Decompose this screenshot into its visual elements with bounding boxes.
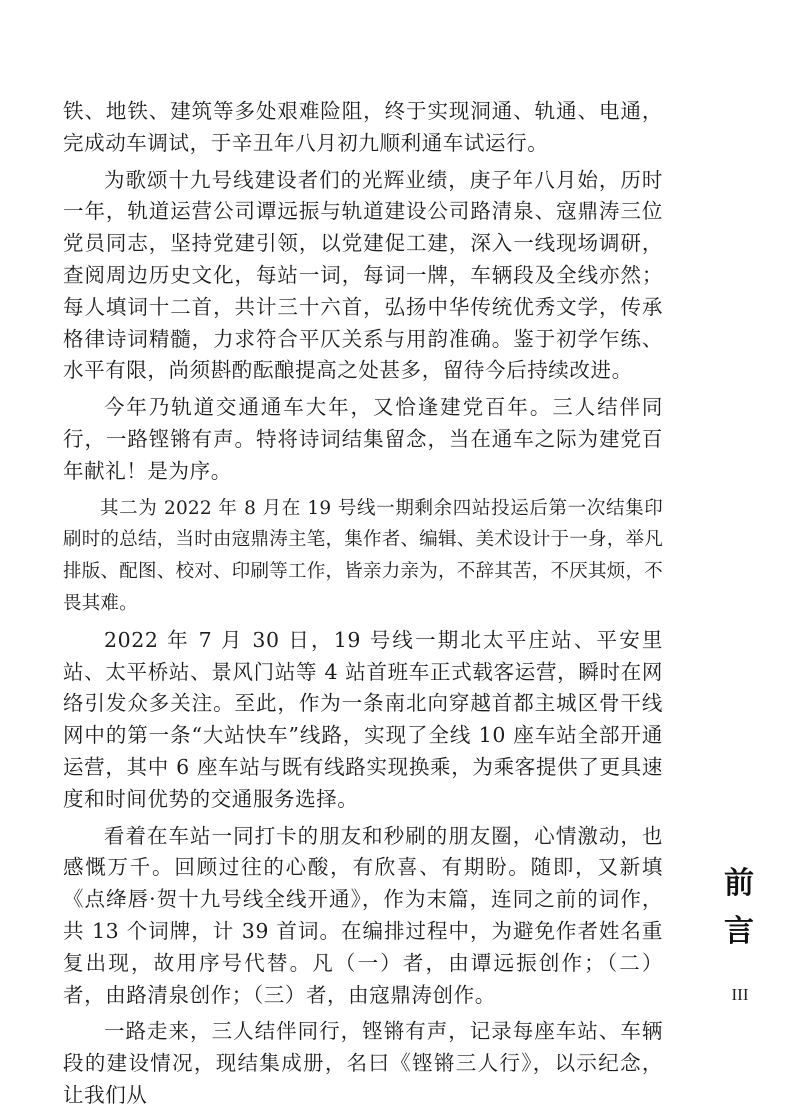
paragraph-anniversary: 今年乃轨道交通通车大年，又恰逢建党百年。三人结伴同行，一路铿锵有声。特将诗词结集留念，当在通车之际为建党百年献礼！是为序。 — [63, 395, 663, 483]
page-number: III — [731, 985, 749, 1004]
paragraph-closing: 一路走来，三人结伴同行，铿锵有声，记录每座车站、车辆段的建设情况，现结集成册，名曰《铿锵三人行》，以示纪念，让我们从 — [63, 1019, 663, 1107]
paragraph-continuation: 铁、地铁、建筑等多处艰难险阻，终于实现洞通、轨通、电通，完成动车调试，于辛丑年八月初九顺利通车试运行。 — [63, 99, 663, 155]
section-title-preface — [714, 860, 764, 956]
paragraph-tribute: 为歌颂十九号线建设者们的光辉业绩，庚子年八月始，历时一年，轨道运营公司谭远振与轨道建设公司路清泉、寇鼎涛三位党员同志，坚持党建引领，以党建促工建，深入一线现场调研，查阅周边历史文化，每站一词，每词一牌，车辆段及全线亦然；每人填词十二首，共计三十六首，弘扬中华传统优秀文学，传承格律诗词精髓，力求符合平仄关系与用韵准确。鉴于初学乍练、水平有限，尚须斟酌酝酿提高之处甚多，留待今后持续改进。 — [63, 167, 663, 383]
paragraph-second-summary: 其二为 2022 年 8 月在 19 号线一期剩余四站投运后第一次结集印刷时的总结，当时由寇鼎涛主笔，集作者、编辑、美术设计于一身，举凡排版、配图、校对、印刷等工作，皆亲力亲为，不辞其苦，不厌其烦，不畏其难。 — [63, 497, 663, 614]
body-text — [63, 96, 663, 1117]
section-title-char-2: 言 — [724, 914, 754, 949]
paragraph-reflection: 看着在车站一同打卡的朋友和秒刷的朋友圈，心情激动，也感慨万千。回顾过往的心酸，有欣喜、有期盼。随即，又新填《点绛唇·贺十九号线全线开通》，作为末篇，连同之前的词作，共 13 个词牌，计 39 首词。在编排过程中，为避免作者姓名重复出现，故用序号代替。凡（一）者，由谭远振创作；（二）者，由路清泉创作；（三）者，由寇鼎涛创作。 — [63, 823, 663, 1007]
section-title-char-1: 前 — [724, 866, 754, 901]
paragraph-opening: 2022 年 7 月 30 日，19 号线一期北太平庄站、平安里站、太平桥站、景风门站等 4 站首班车正式载客运营，瞬时在网络引发众多关注。至此，作为一条南北向穿越首都主城区骨干线网中的第一条“大站快车”线路，实现了全线 10 座车站全部开通运营，其中 6 座车站与既有线路实现换乘，为乘客提供了更具速度和时间优势的交通服务选择。 — [63, 627, 663, 811]
